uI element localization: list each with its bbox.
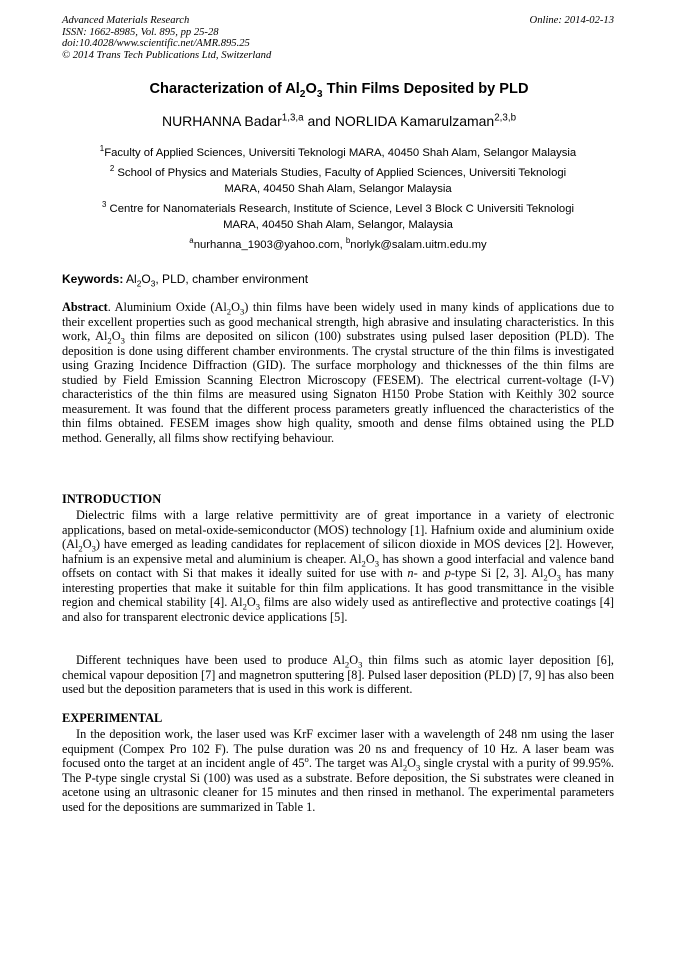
journal-header	[62, 15, 614, 61]
author-2: NORLIDA Kamarulzaman	[334, 113, 495, 129]
section-heading-experimental: EXPERIMENTAL	[62, 711, 163, 725]
journal-issn: ISSN: 1662-8985, Vol. 895, pp 25-28	[62, 26, 219, 38]
introduction-paragraph-1: Dielectric films with a large relative permittivity are of great importance in a variety of electronic applications, based on metal-oxide-semiconductor (MOS) technology [1]. Hafnium oxide and aluminium oxide $(Al_2O_3)$ have emerged as leading candidates for replacement of silicon dioxide in MOS devices [2]. However, hafnium is an expensive metal and aluminium is cheaper. $Al_2O_3$ has shown a good interfacial and valence band offsets on contact with Si that makes it ideally suited for use with n- and p-type Si [2, 3]. $Al_2O_3$ has many interesting properties that make it suitable for thin film applications. It has good transmittance in the visible region and chemical stability [4]. $Al_2O_3$ films are also widely used as antireflective and protective coatings [4] and also for transparent electronic device applications [5].	[62, 508, 615, 624]
keywords: Keywords: $Al_2O_3$, PLD, chamber environment	[62, 272, 309, 289]
paper-title: Characterization of $Al_2O_3$ Thin Films Deposited by PLD	[149, 81, 529, 100]
author-list: NURHANNA Badar$^{1,3,a}$ and NORLIDA Kamarulzaman$^{2,3,b}$	[161, 112, 517, 129]
abstract: Abstract. Aluminium Oxide $(Al_2O_3)$ thin films have been widely used in many kinds of applications due to their excellent properties such as good mechanical strength, high abrasive and insulating characteristics. In this work, $Al_2O_3$ thin films are deposited on silicon (100) substrates using pulsed laser deposition (PLD). The deposition is done using different chamber environments. The crystal structure of the thin films is investigated using Grazing Incidence Diffraction (GID). The surface morphology and thicknesses of the thin films are studied by Field Emission Scanning Electron Microscopy (FESEM). The electrical current-voltage (I-V) characteristics of the thin films are measured using Signaton H150 Probe Station with Keithly 302 source measurement. It was found that the different process parameters greatly influenced the characteristics of the thin films obtained. FESEM images show high quality, smooth and dense films obtained using the PLD method. Generally, all films show rectifying behaviour.	[62, 300, 614, 445]
email-link-a[interactable]: nurhanna_1903@yahoo.com	[193, 239, 340, 251]
author-1: NURHANNA Badar	[161, 113, 282, 129]
online-date: Online: 2014-02-13	[529, 15, 614, 26]
section-heading-introduction: INTRODUCTION	[62, 492, 162, 506]
experimental-paragraph-1: In the deposition work, the laser used was KrF excimer laser with a wavelength of 248 nm using the laser equipment (Compex Pro 102 F). The pulse duration was 20 ns and frequency of 10 Hz. A laser beam was focused onto the target at an incident angle of 45$^o$. The target was $Al_2O_3$ single crystal with a purity of 99.95%. The P-type single crystal Si (100) was used as a substrate. Before deposition, the Si substrates were cleaned in acetone using an ultrasonic cleaner for 15 minutes and then rinsed in methanol. The experimental parameters used for the depositions are summarized in Table 1.	[62, 727, 615, 814]
journal-name: Advanced Materials Research	[62, 15, 190, 26]
introduction-paragraph-2: Different techniques have been used to produce $Al_2O_3$ thin films such as atomic layer deposition [6], chemical vapour deposition [7] and magnetron sputtering [8]. Pulsed laser deposition (PLD) [7, 9] has also been used but the deposition parameters that is used in this work is different.	[62, 653, 614, 697]
affiliation-2: $^2$ School of Physics and Materials Studies, Faculty of Applied Sciences, Universiti Teknologi MARA, 40450 Shah Alam, Selangor Malaysia	[109, 164, 567, 195]
keywords-label: Keywords:	[62, 272, 124, 286]
journal-doi: doi:10.4028/www.scientific.net/AMR.895.25	[62, 38, 250, 50]
email-link-b[interactable]: norlyk@salam.uitm.edu.my	[350, 239, 487, 251]
affiliation-3: $^3$ Centre for Nanomaterials Research, Institute of Science, Level 3 Block C Universiti Teknologi MARA, 40450 Shah Alam, Selangor, Malaysia	[102, 200, 574, 231]
affiliation-1: $^1$Faculty of Applied Sciences, Universiti Teknologi MARA, 40450 Shah Alam, Selangor Malaysia	[99, 144, 577, 159]
author-emails: $^a$nurhanna_1903@yahoo.com, $^b$norlyk@salam.uitm.edu.my	[189, 236, 487, 251]
journal-copyright: © 2014 Trans Tech Publications Ltd, Switzerland	[62, 49, 272, 61]
abstract-label: Abstract	[62, 300, 108, 314]
